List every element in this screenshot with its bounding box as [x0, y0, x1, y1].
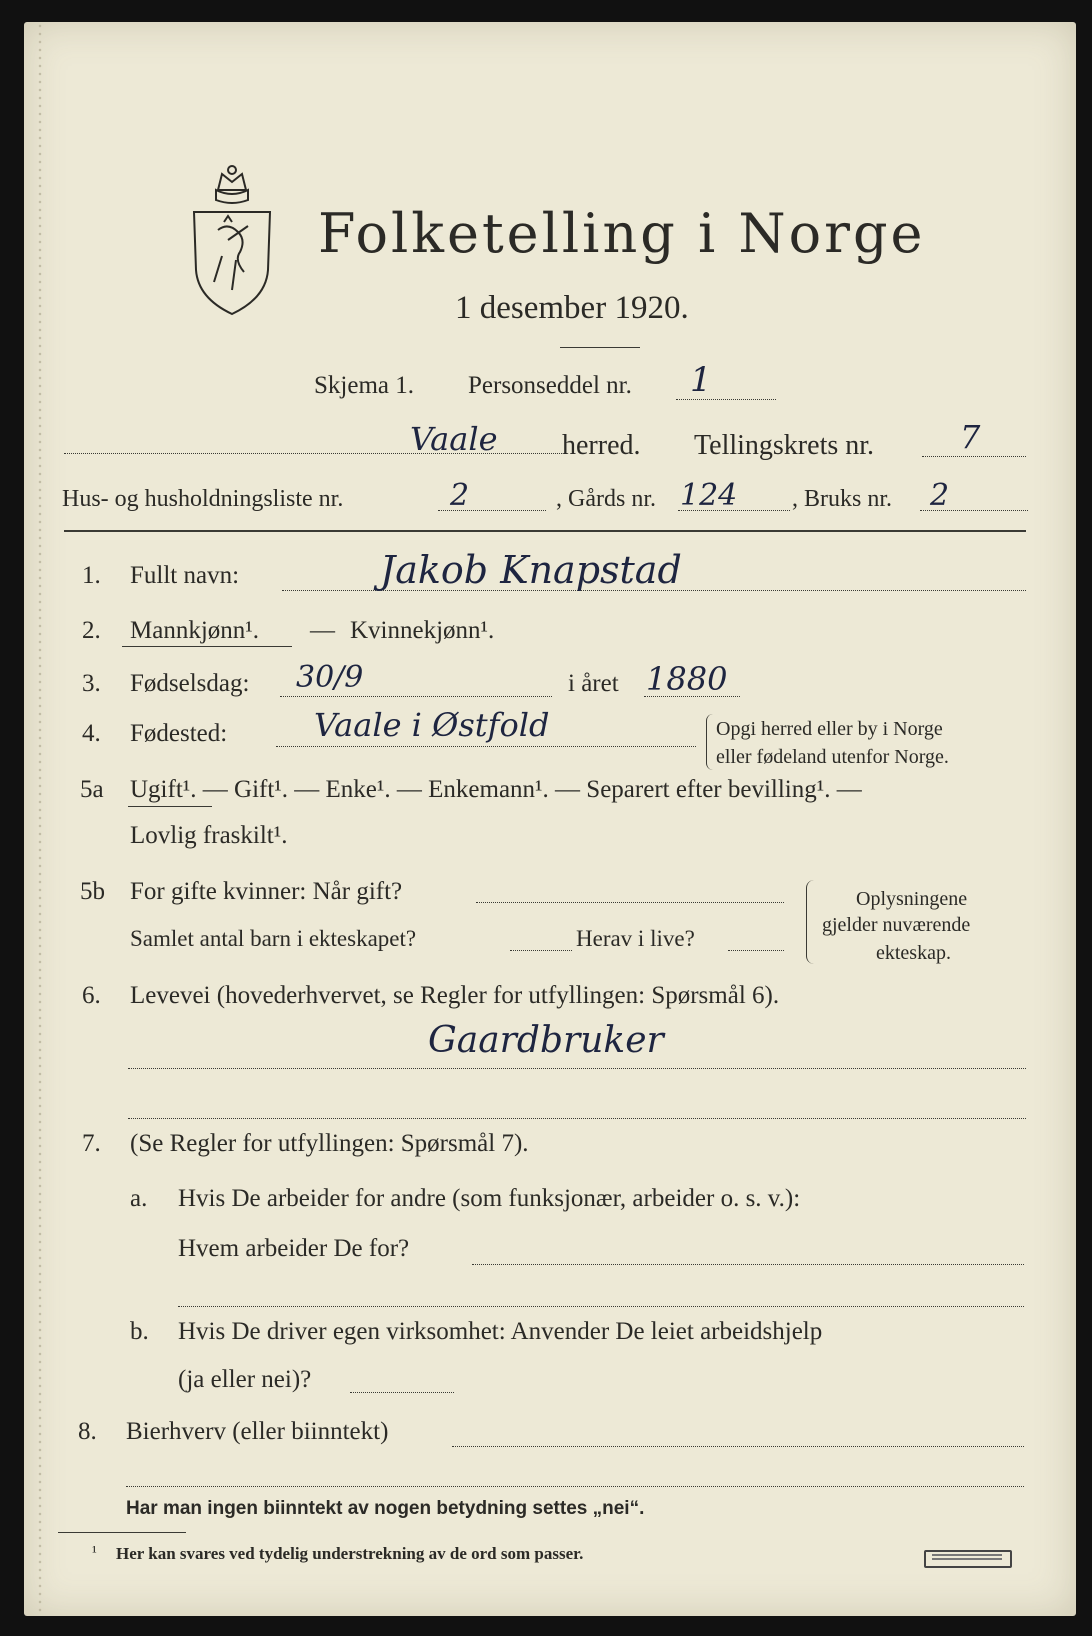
q4-label: Fødested:	[130, 720, 228, 747]
q8-line[interactable]	[452, 1446, 1024, 1447]
bruks-value[interactable]: 2	[930, 478, 950, 513]
q7b-sub-label: (ja eller nei)?	[178, 1366, 312, 1393]
q4-number: 4.	[82, 720, 101, 747]
birth-year-value[interactable]: 1880	[646, 660, 728, 698]
q3-year-label: i året	[568, 670, 619, 697]
q1-number: 1.	[82, 562, 101, 589]
q7-number: 7.	[82, 1130, 101, 1157]
q5b-alive-label: Herav i live?	[576, 926, 695, 951]
q6-line-2[interactable]	[128, 1118, 1026, 1119]
q7b-label: Hvis De driver egen virksomhet: Anvender De leiet arbeidshjelp	[178, 1318, 823, 1345]
birthplace-value[interactable]: Vaale i Østfold	[314, 706, 550, 744]
q8-label: Bierhverv (eller biinntekt)	[126, 1418, 389, 1445]
footnote-rule	[58, 1532, 186, 1533]
q2-number: 2.	[82, 617, 101, 644]
census-date: 1 desember 1920.	[455, 290, 689, 326]
q5a-ugift-underline	[128, 806, 212, 807]
q3-label: Fødselsdag:	[130, 670, 250, 697]
q4-note-line2: eller fødeland utenfor Norge.	[716, 746, 949, 768]
marital-status-options-cont[interactable]: Lovlig fraskilt¹.	[130, 822, 288, 849]
q2-male-option[interactable]: Mannkjønn¹.	[130, 617, 260, 644]
q7-label: (Se Regler for utfyllingen: Spørsmål 7).	[130, 1130, 529, 1157]
q5b-note-line1: Oplysningene	[856, 888, 968, 910]
q3-day-line	[280, 696, 552, 697]
q3-number: 3.	[82, 670, 101, 697]
bruks-label: , Bruks nr.	[792, 486, 893, 512]
q4-line	[276, 746, 696, 747]
q4-note-brace	[706, 714, 713, 770]
q2-female-option[interactable]: Kvinnekjønn¹.	[350, 617, 495, 644]
norwegian-coat-of-arms-icon	[188, 160, 276, 320]
gards-value[interactable]: 124	[680, 478, 738, 513]
q7b-line[interactable]	[350, 1392, 454, 1393]
q5b-note-line3: ekteskap.	[876, 942, 951, 964]
form-title: Folketelling i Norge	[318, 202, 926, 265]
q5b-number: 5b	[80, 878, 105, 905]
printer-stamp	[924, 1550, 1012, 1568]
footnote-text: Her kan svares ved tydelig understrekning av de ord som passer.	[116, 1544, 584, 1563]
q2-male-underline	[122, 646, 292, 647]
q7a-label: Hvis De arbeider for andre (som funksjonær, arbeider o. s. v.):	[178, 1185, 801, 1212]
q5b-married-line[interactable]	[476, 902, 784, 903]
q4-note-line1: Opgi herred eller by i Norge	[716, 718, 943, 740]
birthday-value[interactable]: 30/9	[296, 660, 364, 695]
q5b-note-line2: gjelder nuværende	[822, 914, 971, 936]
q7a-employer-label: Hvem arbeider De for?	[178, 1235, 410, 1262]
husliste-label: Hus- og husholdningsliste nr.	[62, 486, 344, 512]
q8-note: Har man ingen biinntekt av nogen betydning settes „nei“.	[126, 1498, 645, 1519]
tellingskrets-label: Tellingskrets nr.	[694, 430, 875, 461]
header-divider	[64, 530, 1026, 532]
husliste-value[interactable]: 2	[450, 478, 470, 513]
q5b-married-label: For gifte kvinner: Når gift?	[130, 878, 403, 905]
footnote-marker: ¹	[92, 1544, 97, 1561]
q6-number: 6.	[82, 982, 101, 1009]
full-name-value[interactable]: Jakob Knapstad	[380, 548, 682, 592]
title-rule	[560, 347, 640, 348]
q5a-number: 5a	[80, 776, 104, 803]
herred-value[interactable]: Vaale	[410, 420, 498, 458]
personseddel-value[interactable]: 1	[690, 360, 712, 400]
schema-label: Skjema 1.	[314, 372, 414, 399]
q8-number: 8.	[78, 1418, 97, 1445]
q5b-alive-line[interactable]	[728, 950, 784, 951]
q2-separator: —	[310, 617, 335, 644]
perforation-edge	[38, 22, 42, 1616]
q6-label: Levevei (hovederhvervet, se Regler for utfyllingen: Spørsmål 6).	[130, 982, 780, 1009]
q8-line-2[interactable]	[126, 1486, 1024, 1487]
gards-label: , Gårds nr.	[556, 486, 656, 512]
q7a-employer-line[interactable]	[472, 1264, 1024, 1265]
personseddel-label: Personseddel nr.	[468, 372, 632, 399]
tellingskrets-value[interactable]: 7	[960, 418, 981, 456]
q5b-children-label: Samlet antal barn i ekteskapet?	[130, 926, 417, 951]
q1-label: Fullt navn:	[130, 562, 240, 589]
q5b-note-brace	[806, 880, 815, 964]
herred-label: herred.	[562, 430, 641, 461]
q7a-employer-line-2[interactable]	[178, 1306, 1024, 1307]
q5b-children-line[interactable]	[510, 950, 572, 951]
q6-line-1	[128, 1068, 1026, 1069]
q7b-letter: b.	[130, 1318, 149, 1345]
occupation-value[interactable]: Gaardbruker	[428, 1020, 664, 1061]
marital-status-options[interactable]: Ugift¹. — Gift¹. — Enke¹. — Enkemann¹. — Separert efter bevilling¹. —	[130, 776, 862, 803]
tellingskrets-line	[922, 456, 1026, 457]
q7a-letter: a.	[130, 1185, 148, 1212]
